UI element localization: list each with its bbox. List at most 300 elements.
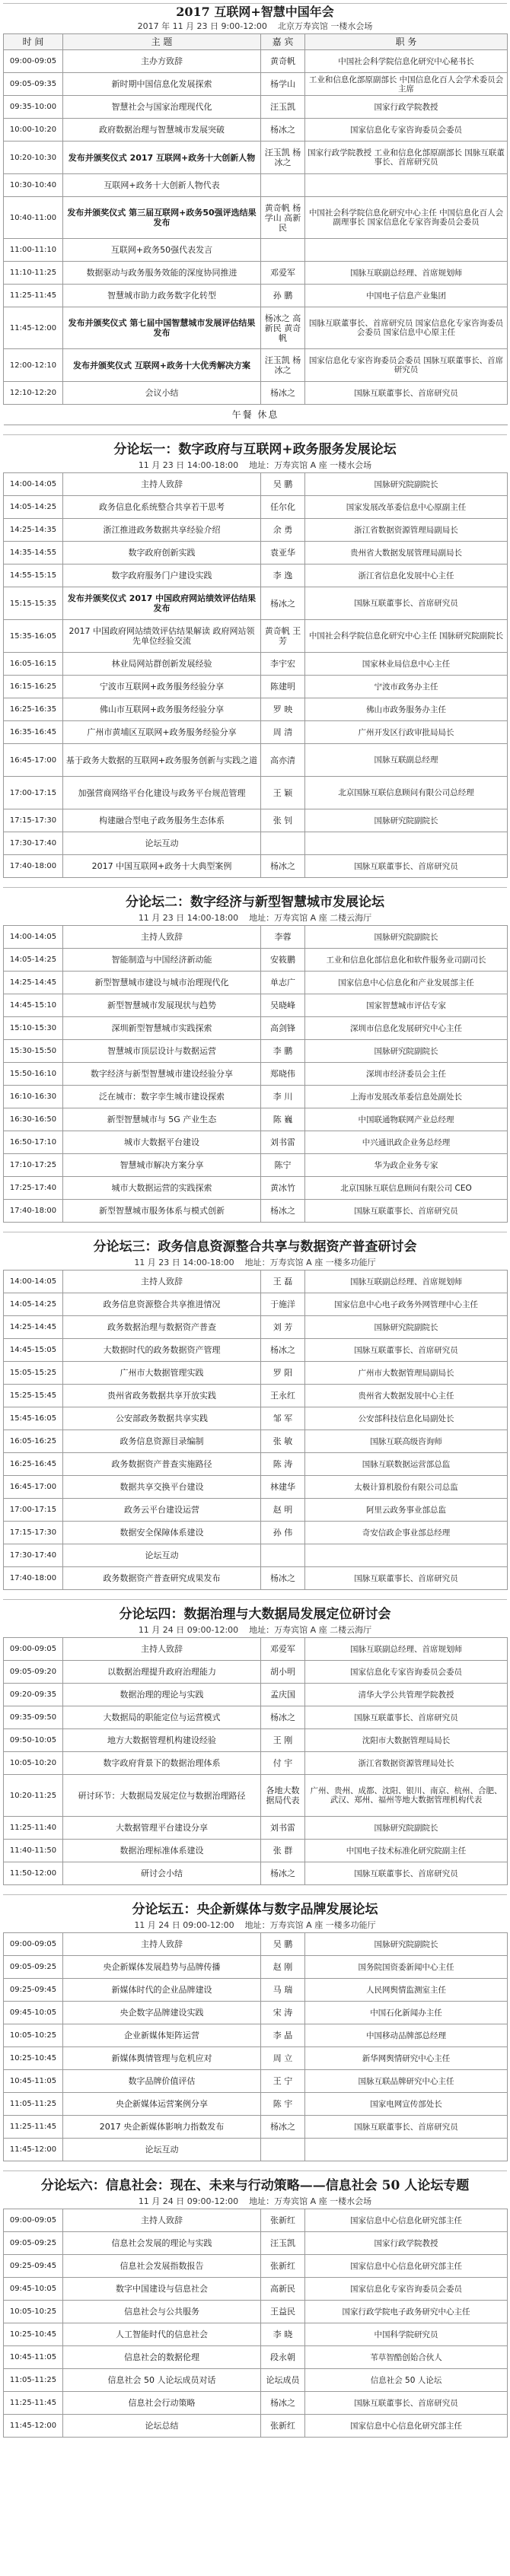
- speaker-cell: 王 宁: [261, 2070, 305, 2093]
- time-cell: 12:10-12:20: [4, 382, 63, 405]
- agenda-row: [4, 1775, 508, 1817]
- agenda-row: [4, 96, 508, 119]
- topic-cell: 论坛互动: [63, 832, 261, 855]
- agenda-row: [4, 2116, 508, 2139]
- time-cell: 15:45-16:05: [4, 1407, 63, 1430]
- agenda-row: [4, 2415, 508, 2438]
- agenda-row: [4, 1063, 508, 1086]
- agenda-row: [4, 1979, 508, 2002]
- time-cell: 17:00-17:15: [4, 777, 63, 809]
- speaker-cell: 杨冰之: [261, 119, 305, 142]
- topic-cell: 数据共享交换平台建设: [63, 1476, 261, 1499]
- agenda-row: [4, 653, 508, 676]
- topic-cell: 数字品牌价值评估: [63, 2070, 261, 2093]
- column-header: 嘉 宾: [261, 34, 305, 50]
- time-cell: 15:10-15:30: [4, 1017, 63, 1040]
- speaker-cell: [261, 2139, 305, 2161]
- position-cell: 国家信息化专家咨询委员会委员: [305, 2278, 508, 2301]
- speaker-cell: 刘 芳: [261, 1316, 305, 1339]
- topic-cell: 构建融合型电子政务服务生态体系: [63, 809, 261, 832]
- agenda-row: [4, 2070, 508, 2093]
- speaker-cell: 李 川: [261, 1086, 305, 1108]
- agenda-row: [4, 1200, 508, 1223]
- position-cell: 贵州省大数据发展中心主任: [305, 1385, 508, 1407]
- position-cell: 国脉互联董事长、首席研究员 国家信息化专家咨询委员会委员 国家信息中心原主任: [305, 307, 508, 349]
- agenda-row: [4, 1544, 508, 1567]
- topic-cell: 信息社会与公共服务: [63, 2301, 261, 2323]
- position-cell: 国脉互联高级咨询师: [305, 1430, 508, 1453]
- topic-cell: 智能制造与中国经济新动能: [63, 949, 261, 972]
- time-cell: 16:35-16:45: [4, 721, 63, 744]
- speaker-cell: 邹 军: [261, 1407, 305, 1430]
- speaker-cell: 杨冰之: [261, 1862, 305, 1885]
- lunch-row: [4, 405, 508, 425]
- speaker-cell: [261, 832, 305, 855]
- position-cell: 深圳市经济委员会主任: [305, 1063, 508, 1086]
- section-title: 分论坛四：数据治理与大数据局发展定位研讨会: [119, 1607, 391, 1622]
- time-cell: 09:00-09:05: [4, 1638, 63, 1661]
- position-cell: 国家智慧城市评估专家: [305, 994, 508, 1017]
- position-cell: 国脉互联董事长、首席研究员: [305, 2392, 508, 2415]
- speaker-cell: 李 晶: [261, 2024, 305, 2047]
- time-cell: 11:05-11:25: [4, 2369, 63, 2392]
- speaker-cell: 黄奇帆: [261, 50, 305, 73]
- time-cell: 10:25-10:45: [4, 2047, 63, 2070]
- position-cell: 沈阳市大数据管理局局长: [305, 1729, 508, 1752]
- position-cell: [305, 832, 508, 855]
- position-cell: 国脉研究院副院长: [305, 473, 508, 496]
- topic-cell: 主持人致辞: [63, 1271, 261, 1293]
- time-cell: 11:25-11:45: [4, 2392, 63, 2415]
- speaker-cell: 高新民: [261, 2278, 305, 2301]
- topic-cell: 政务数据资产普查研究成果发布: [63, 1567, 261, 1590]
- section-title: 分论坛五：央企新媒体与数字品牌发展论坛: [132, 1902, 378, 1917]
- position-cell: 国脉互联副总经理: [305, 744, 508, 777]
- speaker-cell: 安筱鹏: [261, 949, 305, 972]
- topic-cell: 加强营商网络平台化建设与政务平台规范管理: [63, 777, 261, 809]
- time-cell: 09:35-09:50: [4, 1706, 63, 1729]
- speaker-cell: 李宇宏: [261, 653, 305, 676]
- time-cell: 16:25-16:35: [4, 698, 63, 721]
- topic-cell: 数据驱动与政务服务效能的深度协同推进: [63, 262, 261, 285]
- position-cell: 国家信息化专家咨询委员会委员 国脉互联董事长、首席研究员: [305, 349, 508, 382]
- agenda-row: [4, 698, 508, 721]
- topic-cell: 数据治理的理论与实践: [63, 1684, 261, 1706]
- position-cell: 国脉互联副总经理、首席规划师: [305, 1271, 508, 1293]
- agenda-row: [4, 832, 508, 855]
- position-cell: 国家行政学院教授 工业和信息化部原副部长 国脉互联董事长、首席研究员: [305, 142, 508, 174]
- speaker-cell: 陈建明: [261, 676, 305, 698]
- topic-cell: 数字政府服务门户建设实践: [63, 564, 261, 587]
- time-cell: 15:15-15:35: [4, 587, 63, 620]
- time-cell: 11:45-12:00: [4, 2415, 63, 2438]
- speaker-cell: 高亦清: [261, 744, 305, 777]
- topic-cell: 新时期中国信息化发展探索: [63, 73, 261, 96]
- section-title: 分论坛二：数字经济与新型智慧城市发展论坛: [126, 895, 384, 910]
- section-subtitle: [3, 1624, 507, 1637]
- position-cell: 广州开发区行政审批局局长: [305, 721, 508, 744]
- topic-cell: 智慧城市解决方案分享: [63, 1154, 261, 1177]
- section-title: 2017 互联网+智慧中国年会: [176, 5, 334, 19]
- section-header: [3, 1894, 507, 1932]
- agenda-row: [4, 496, 508, 519]
- speaker-cell: 陈宁: [261, 1154, 305, 1177]
- position-cell: 国脉研究院副院长: [305, 1040, 508, 1063]
- agenda-row: [4, 50, 508, 73]
- column-header: 时 间: [4, 34, 63, 50]
- time-cell: 11:00-11:10: [4, 239, 63, 262]
- time-cell: 09:05-09:25: [4, 2232, 63, 2255]
- position-cell: 国脉互联数据运营部总监: [305, 1453, 508, 1476]
- position-cell: 公安部科技信息化局副处长: [305, 1407, 508, 1430]
- speaker-cell: 陈 宇: [261, 2093, 305, 2116]
- speaker-cell: 各地大数据局代表: [261, 1775, 305, 1817]
- topic-cell: 政府数据治理与智慧城市发展突破: [63, 119, 261, 142]
- speaker-cell: 杨冰之: [261, 1567, 305, 1590]
- speaker-cell: 于施洋: [261, 1293, 305, 1316]
- agenda-row: [4, 949, 508, 972]
- agenda-row: [4, 2232, 508, 2255]
- topic-cell: 数据安全保障体系建设: [63, 1522, 261, 1544]
- agenda-row: [4, 1430, 508, 1453]
- lunch-break: 午餐 休息: [4, 405, 508, 425]
- position-cell: 中兴通讯政企业务总经理: [305, 1131, 508, 1154]
- topic-cell: 以数据治理提升政府治理能力: [63, 1661, 261, 1684]
- time-cell: 11:25-11:45: [4, 2116, 63, 2139]
- position-cell: 国脉互联董事长、首席研究员: [305, 1862, 508, 1885]
- agenda-row: [4, 777, 508, 809]
- time-cell: 17:40-18:00: [4, 1567, 63, 1590]
- agenda-row: [4, 1817, 508, 1840]
- speaker-cell: 汪玉凯: [261, 2232, 305, 2255]
- agenda-table: [3, 1270, 508, 1590]
- agenda-row: [4, 2047, 508, 2070]
- section-venue: 地址：万寿宾馆 A 座 二楼云海厅: [249, 1625, 372, 1635]
- speaker-cell: 吴 鹏: [261, 1933, 305, 1956]
- agenda-row: [4, 473, 508, 496]
- topic-cell: 新媒体时代的企业品牌建设: [63, 1979, 261, 2002]
- agenda-row: [4, 1956, 508, 1979]
- position-cell: 国脉互联副总经理、首席规划师: [305, 1638, 508, 1661]
- topic-cell: 信息社会的数据伦理: [63, 2346, 261, 2369]
- time-cell: 16:05-16:15: [4, 653, 63, 676]
- time-cell: 11:25-11:40: [4, 1817, 63, 1840]
- position-cell: 广州、贵州、成都、沈阳、银川、南京、杭州、合肥、武汉、郑州、福州等地大数据管理机构代表: [305, 1775, 508, 1817]
- topic-cell: 广州市黄埔区互联网+政务服务经验分享: [63, 721, 261, 744]
- speaker-cell: [261, 239, 305, 262]
- speaker-cell: 周 立: [261, 2047, 305, 2070]
- topic-cell: 发布并颁奖仪式 第三届互联网+政务50强评选结果发布: [63, 197, 261, 239]
- section-gap: [3, 1885, 507, 1894]
- position-cell: 国脉互联董事长、首席研究员: [305, 2116, 508, 2139]
- speaker-cell: 吴 鹏: [261, 473, 305, 496]
- position-cell: 国家行政学院教授: [305, 96, 508, 119]
- position-cell: 国脉互联董事长、首席研究员: [305, 382, 508, 405]
- speaker-cell: 李 逸: [261, 564, 305, 587]
- position-cell: 深圳市信息化发展研究中心主任: [305, 1017, 508, 1040]
- topic-cell: 2017 中国政府网站绩效评估结果解读 政府网站领先单位经验交流: [63, 620, 261, 653]
- time-cell: 17:25-17:40: [4, 1177, 63, 1200]
- position-cell: 中国社会科学院信息化研究中心秘书长: [305, 50, 508, 73]
- section-header: [3, 887, 507, 925]
- speaker-cell: 黄奇帆 王芳: [261, 620, 305, 653]
- position-cell: 清华大学公共管理学院教授: [305, 1684, 508, 1706]
- time-cell: 09:05-09:20: [4, 1661, 63, 1684]
- section-header: [3, 434, 507, 472]
- agenda-row: [4, 1840, 508, 1862]
- topic-cell: 政务数据治理与数据资产普查: [63, 1316, 261, 1339]
- section-date: 11 月 24 日 09:00-12:00: [138, 1625, 239, 1635]
- position-cell: 工业和信息化部原副部长 中国信息化百人会学术委员会主席: [305, 73, 508, 96]
- time-cell: 16:45-17:00: [4, 1476, 63, 1499]
- agenda-row: [4, 587, 508, 620]
- section-gap: [3, 878, 507, 887]
- position-cell: 国家信息中心信息化研究部主任: [305, 2209, 508, 2232]
- agenda-row: [4, 519, 508, 542]
- time-cell: 14:05-14:25: [4, 1293, 63, 1316]
- position-cell: 工业和信息化部信息化和软件服务业司副司长: [305, 949, 508, 972]
- speaker-cell: 杨学山: [261, 73, 305, 96]
- agenda-row: [4, 1476, 508, 1499]
- speaker-cell: 马 瑞: [261, 1979, 305, 2002]
- agenda-row: [4, 1316, 508, 1339]
- position-cell: 中国石化新闻办主任: [305, 2002, 508, 2024]
- agenda-row: [4, 1407, 508, 1430]
- speaker-cell: 汪玉凯 杨冰之: [261, 349, 305, 382]
- time-cell: 09:00-09:05: [4, 1933, 63, 1956]
- time-cell: 14:00-14:05: [4, 473, 63, 496]
- time-cell: 10:40-11:00: [4, 197, 63, 239]
- position-cell: 北京国脉互联信息顾问有限公司 CEO: [305, 1177, 508, 1200]
- agenda-row: [4, 1862, 508, 1885]
- topic-cell: 企业新媒体矩阵运营: [63, 2024, 261, 2047]
- section-date: 11 月 23 日 14:00-18:00: [138, 913, 239, 923]
- agenda-row: [4, 307, 508, 349]
- speaker-cell: 杨冰之: [261, 1706, 305, 1729]
- topic-cell: 人工智能时代的信息社会: [63, 2323, 261, 2346]
- agenda-row: [4, 809, 508, 832]
- time-cell: 11:25-11:45: [4, 285, 63, 307]
- agenda-row: [4, 142, 508, 174]
- agenda-row: [4, 542, 508, 564]
- section-date: 11 月 23 日 14:00-18:00: [134, 1258, 234, 1267]
- agenda-row: [4, 382, 508, 405]
- speaker-cell: 杨冰之 高新民 黄奇帆: [261, 307, 305, 349]
- agenda-row: [4, 1661, 508, 1684]
- speaker-cell: 赵 刚: [261, 1956, 305, 1979]
- speaker-cell: 邓爱军: [261, 1638, 305, 1661]
- topic-cell: 浙江推进政务数据共享经验介绍: [63, 519, 261, 542]
- topic-cell: 宁波市互联网+政务服务经验分享: [63, 676, 261, 698]
- position-cell: 苇草智酷创始合伙人: [305, 2346, 508, 2369]
- position-cell: 阿里云政务事业部总监: [305, 1499, 508, 1522]
- speaker-cell: 杨冰之: [261, 855, 305, 878]
- speaker-cell: 林建华: [261, 1476, 305, 1499]
- time-cell: 10:45-11:05: [4, 2346, 63, 2369]
- agenda-row: [4, 262, 508, 285]
- section-date: 11 月 23 日 14:00-18:00: [138, 460, 239, 470]
- topic-cell: 发布并颁奖仪式 互联网+政务十大优秀解决方案: [63, 349, 261, 382]
- time-cell: 14:25-14:35: [4, 519, 63, 542]
- topic-cell: 智慧社会与国家治理现代化: [63, 96, 261, 119]
- position-cell: 贵州省大数据发展管理局副局长: [305, 542, 508, 564]
- topic-cell: 发布并颁奖仪式 2017 互联网+政务十大创新人物: [63, 142, 261, 174]
- section-venue: 地址：万寿宾馆 A 座 一楼多功能厅: [244, 1920, 376, 1930]
- agenda-row: [4, 1293, 508, 1316]
- agenda-row: [4, 2255, 508, 2278]
- position-cell: 国脉互联董事长、首席研究员: [305, 587, 508, 620]
- position-cell: 上海市发展改革委信息处副处长: [305, 1086, 508, 1108]
- position-cell: 中国电子技术标准化研究院副主任: [305, 1840, 508, 1862]
- position-cell: 中国移动品牌部总经理: [305, 2024, 508, 2047]
- section-subtitle: [3, 912, 507, 925]
- time-cell: 09:00-09:05: [4, 2209, 63, 2232]
- speaker-cell: 汪玉凯: [261, 96, 305, 119]
- position-cell: 浙江省数据资源管理局副局长: [305, 519, 508, 542]
- topic-cell: 大数据时代的政务数据资产管理: [63, 1339, 261, 1362]
- agenda-row: [4, 855, 508, 878]
- time-cell: 10:30-10:40: [4, 174, 63, 197]
- position-cell: 国家林业局信息中心主任: [305, 653, 508, 676]
- position-cell: 广州市大数据管理局副局长: [305, 1362, 508, 1385]
- agenda-row: [4, 1040, 508, 1063]
- speaker-cell: [261, 174, 305, 197]
- topic-cell: 新型智慧城市建设与城市治理现代化: [63, 972, 261, 994]
- section-subtitle: [3, 1919, 507, 1932]
- position-cell: 国脉互联品牌研究中心主任: [305, 2070, 508, 2093]
- section-gap: [3, 1590, 507, 1599]
- agenda-row: [4, 73, 508, 96]
- topic-cell: 主持人致辞: [63, 926, 261, 949]
- speaker-cell: 孙 鹏: [261, 285, 305, 307]
- position-cell: 新华网舆情研究中心主任: [305, 2047, 508, 2070]
- topic-cell: 互联网+政务50强代表发言: [63, 239, 261, 262]
- speaker-cell: 张新红: [261, 2415, 305, 2438]
- topic-cell: 新型智慧城市与 5G 产业生态: [63, 1108, 261, 1131]
- speaker-cell: 孟庆国: [261, 1684, 305, 1706]
- speaker-cell: 高剑锋: [261, 1017, 305, 1040]
- topic-cell: 林业局网站群创新发展经验: [63, 653, 261, 676]
- topic-cell: 数字经济与新型智慧城市建设经验分享: [63, 1063, 261, 1086]
- topic-cell: 信息社会 50 人论坛成员对话: [63, 2369, 261, 2392]
- time-cell: 09:45-10:05: [4, 2002, 63, 2024]
- topic-cell: 央企新媒体运营案例分享: [63, 2093, 261, 2116]
- time-cell: 14:05-14:25: [4, 949, 63, 972]
- agenda-row: [4, 1522, 508, 1544]
- agenda-page: [3, 0, 507, 2438]
- agenda-row: [4, 1339, 508, 1362]
- position-cell: 国家信息中心电子政务外网管理中心主任: [305, 1293, 508, 1316]
- agenda-row: [4, 926, 508, 949]
- topic-cell: 央企新媒体发展趋势与品牌传播: [63, 1956, 261, 1979]
- speaker-cell: 付 宇: [261, 1752, 305, 1775]
- topic-cell: 信息社会发展指数报告: [63, 2255, 261, 2278]
- agenda-row: [4, 2093, 508, 2116]
- time-cell: 16:10-16:30: [4, 1086, 63, 1108]
- time-cell: 10:20-10:30: [4, 142, 63, 174]
- agenda-row: [4, 2002, 508, 2024]
- speaker-cell: 王益民: [261, 2301, 305, 2323]
- speaker-cell: 张新红: [261, 2209, 305, 2232]
- section-header: [3, 2171, 507, 2209]
- time-cell: 09:50-10:05: [4, 1729, 63, 1752]
- speaker-cell: 陈 巍: [261, 1108, 305, 1131]
- agenda-row: [4, 1362, 508, 1385]
- agenda-row: [4, 349, 508, 382]
- position-cell: 国家电网宣传部处长: [305, 2093, 508, 2116]
- speaker-cell: 吴晓峰: [261, 994, 305, 1017]
- topic-cell: 新型智慧城市发展现状与趋势: [63, 994, 261, 1017]
- time-cell: 10:05-10:25: [4, 2301, 63, 2323]
- time-cell: 09:20-09:35: [4, 1684, 63, 1706]
- speaker-cell: 张 钊: [261, 809, 305, 832]
- position-cell: 佛山市政务服务办主任: [305, 698, 508, 721]
- agenda-row: [4, 721, 508, 744]
- time-cell: 09:25-09:45: [4, 2255, 63, 2278]
- position-cell: 国务院国资委新闻中心主任: [305, 1956, 508, 1979]
- position-cell: 国脉互联董事长、首席研究员: [305, 1339, 508, 1362]
- topic-cell: 主持人致辞: [63, 2209, 261, 2232]
- section-subtitle: [3, 1257, 507, 1270]
- position-cell: [305, 174, 508, 197]
- position-cell: 中国电子信息产业集团: [305, 285, 508, 307]
- position-cell: [305, 2139, 508, 2161]
- time-cell: 17:10-17:25: [4, 1154, 63, 1177]
- topic-cell: 城市大数据运营的实践探索: [63, 1177, 261, 1200]
- time-cell: 17:30-17:40: [4, 1544, 63, 1567]
- topic-cell: 互联网+政务十大创新人物代表: [63, 174, 261, 197]
- topic-cell: 公安部政务数据共享实践: [63, 1407, 261, 1430]
- speaker-cell: 王 刚: [261, 1729, 305, 1752]
- agenda-row: [4, 1177, 508, 1200]
- agenda-row: [4, 1385, 508, 1407]
- topic-cell: 贵州省政务数据共享开放实践: [63, 1385, 261, 1407]
- speaker-cell: 杨冰之: [261, 1200, 305, 1223]
- agenda-table: [3, 925, 508, 1223]
- speaker-cell: 黄奇帆 杨学山 高新民: [261, 197, 305, 239]
- time-cell: 09:35-10:00: [4, 96, 63, 119]
- agenda-row: [4, 2024, 508, 2047]
- topic-cell: 主办方致辞: [63, 50, 261, 73]
- agenda-table: [3, 1932, 508, 2161]
- speaker-cell: 李蓉: [261, 926, 305, 949]
- topic-cell: 政务数据资产普查实施路径: [63, 1453, 261, 1476]
- position-cell: 北京国脉互联信息顾问有限公司总经理: [305, 777, 508, 809]
- time-cell: 11:10-11:25: [4, 262, 63, 285]
- agenda-row: [4, 2139, 508, 2161]
- speaker-cell: 赵 明: [261, 1499, 305, 1522]
- agenda-row: [4, 1933, 508, 1956]
- position-cell: [305, 1544, 508, 1567]
- speaker-cell: 周 清: [261, 721, 305, 744]
- agenda-row: [4, 285, 508, 307]
- topic-cell: 政务云平台建设运营: [63, 1499, 261, 1522]
- time-cell: 15:35-16:05: [4, 620, 63, 653]
- time-cell: 16:15-16:25: [4, 676, 63, 698]
- topic-cell: 大数据局的职能定位与运营模式: [63, 1706, 261, 1729]
- topic-cell: 数字政府创新实践: [63, 542, 261, 564]
- topic-cell: 论坛互动: [63, 2139, 261, 2161]
- time-cell: 17:30-17:40: [4, 832, 63, 855]
- agenda-row: [4, 972, 508, 994]
- topic-cell: 城市大数据平台建设: [63, 1131, 261, 1154]
- position-cell: 人民网舆情监测室主任: [305, 1979, 508, 2002]
- topic-cell: 基于政务大数据的互联网+政务服务创新与实践之道: [63, 744, 261, 777]
- time-cell: 17:15-17:30: [4, 1522, 63, 1544]
- section-title: 分论坛三：政务信息资源整合共享与数据资产普查研讨会: [93, 1239, 417, 1255]
- topic-cell: 泛在城市：数字孪生城市建设探索: [63, 1086, 261, 1108]
- time-cell: 11:45-12:00: [4, 2139, 63, 2161]
